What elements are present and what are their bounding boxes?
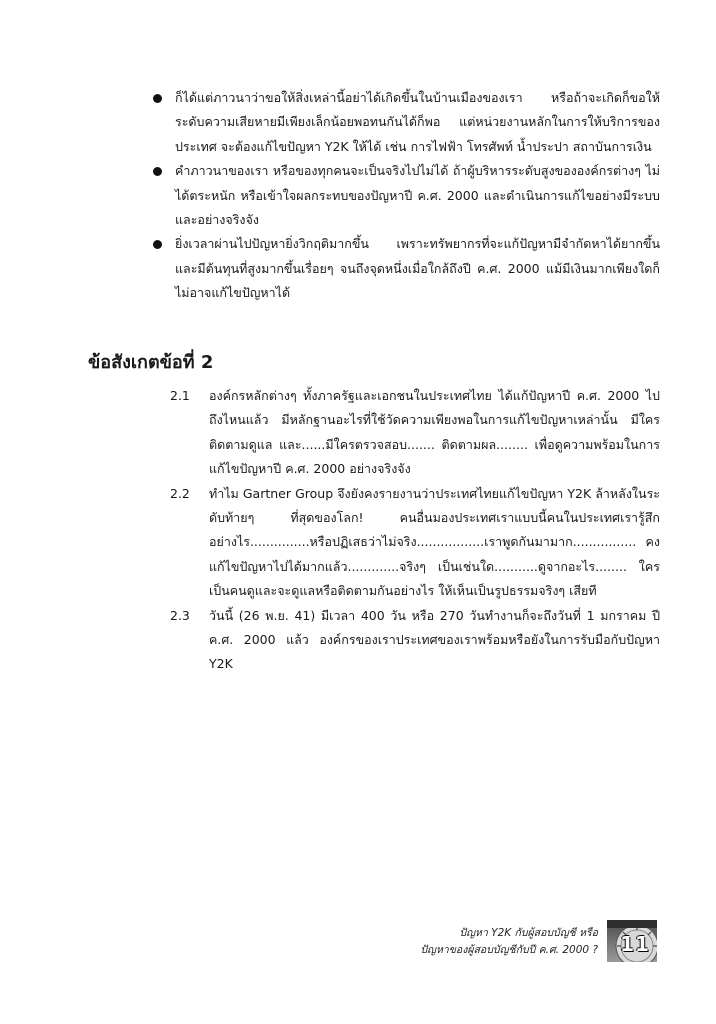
page-number: 11: [620, 932, 650, 956]
observation-item: [170, 384, 660, 482]
observation-number: 2.2: [170, 485, 190, 501]
page-footer: [420, 925, 598, 959]
footer-title-line-1: ปัญหา Y2K กับผู้สอบบัญชี หรือ: [459, 927, 598, 939]
section-heading: ข้อสังเกตข้อที่ 2: [88, 352, 214, 373]
bullet-item: [150, 159, 660, 232]
bullet-item: [150, 86, 660, 159]
bullet-item: [150, 232, 660, 305]
observation-number: 2.3: [170, 607, 190, 623]
observation-text: วันนี้ (26 พ.ย. 41) มีเวลา 400 วัน หรือ 270 วันทำงานก็จะถึงวันที่ 1 มกราคม ปี ค.ศ. 2000 แล้ว องค์กรของเราประเทศของเราพร้อมหรือยังในการรับมือกับปัญหา Y2K: [209, 607, 660, 672]
observation-item: [170, 482, 660, 604]
bullet-list: [150, 86, 660, 306]
observation-text: องค์กรหลักต่างๆ ทั้งภาครัฐและเอกชนในประเทศไทย ได้แก้ปัญหาปี ค.ศ. 2000 ไปถึงไหนแล้ว มีหลักฐานอะไรที่ใช้วัดความเพียงพอในการแก้ไขปัญหาเหล่านั้น มีใครติดตามดูแล และ......มีใครตรวจสอบ....... ติดตามผล........ เพื่อดูความพร้อมในการแก้ไขปัญหาปี ค.ศ. 2000 อย่างจริงจัง: [209, 388, 660, 477]
page-number-badge: [607, 920, 657, 962]
observation-text: ทำไม Gartner Group จึงยังคงรายงานว่าประเทศไทยแก้ไขปัญหา Y2K ล้าหลังในระดับท้ายๆ ที่สุดของโลก! คนอื่นมองประเทศเราแบบนี้คนในประเทศเรารู้สึกอย่างไร...............หรือปฏิเสธว่าไม่จริง.................เราพูดกันมามาก................ คงแก้ไขปัญหาไปได้มากแล้ว.............จริงๆ เป็นเช่นใด...........ดูจากอะไร........ ใครเป็นคนดูและจะดูแลหรือติดตามกันอย่างไร ให้เห็นเป็นรูปธรรมจริงๆ เสียที: [209, 485, 660, 599]
observation-list: [170, 384, 660, 677]
bullet-dot-icon: [153, 240, 162, 249]
bullet-dot-icon: [153, 94, 162, 103]
observation-number: 2.1: [170, 388, 190, 403]
observation-item: [170, 604, 660, 677]
bullet-text: ก็ได้แต่ภาวนาว่าขอให้สิ่งเหล่านี้อย่าได้เกิดขึ้นในบ้านเมืองของเรา หรือถ้าจะเกิดก็ขอให้ระดับความเสียหายมีเพียงเล็กน้อยพอทนกันได้ก็พอ แต่หน่วยงานหลักในการให้บริการของประเทศ จะต้องแก้ไขปัญหา Y2K ให้ได้ เช่น การไฟฟ้า โทรศัพท์ น้ำประปา สถาบันการเงิน: [175, 90, 660, 154]
bullet-dot-icon: [153, 167, 162, 176]
bullet-text: คำภาวนาของเรา หรือของทุกคนจะเป็นจริงไปไม่ได้ ถ้าผู้บริหารระดับสูงขององค์กรต่างๆ ไม่ได้ตระหนัก หรือเข้าใจผลกระทบของปัญหาปี ค.ศ. 2000 และดำเนินการแก้ไขอย่างมีระบบและอย่างจริงจัง: [175, 163, 660, 228]
bullet-text: ยิ่งเวลาผ่านไปปัญหายิ่งวิกฤติมากขึ้น เพราะทรัพยากรที่จะแก้ปัญหามีจำกัดหาได้ยากขึ้น และมีต้นทุนที่สูงมากขึ้นเรื่อยๆ จนถึงจุดหนึ่งเมื่อใกล้ถึงปี ค.ศ. 2000 แม้มีเงินมากเพียงใดก็ไม่อาจแก้ไขปัญหาได้: [175, 236, 660, 301]
footer-title-line-2: ปัญหาของผู้สอบบัญชีกับปี ค.ศ. 2000 ?: [420, 944, 598, 956]
